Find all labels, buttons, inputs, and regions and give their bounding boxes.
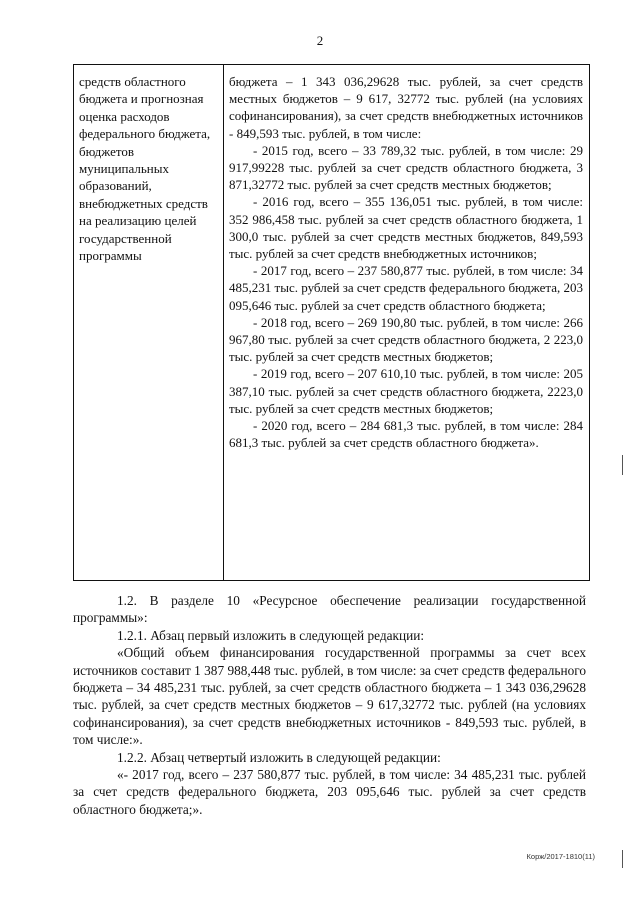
table-left-cell: средств областного бюджета и прогнозная оценка расходов федерального бюджета, бюджетов муниципальных образований, внебюджетных средств на реализацию целей государственной программы: [74, 65, 224, 580]
page-number: 2: [316, 33, 324, 48]
document-body: [73, 592, 586, 818]
amendment-1-2-2-text: «- 2017 год, всего – 237 580,877 тыс. рублей, в том числе: 34 485,231 тыс. рублей за счет средств федерального бюджета, 203 095,646 тыс. рублей за счет средств областного бюджета;».: [73, 767, 586, 817]
scan-edge-mark: [622, 850, 623, 868]
table-right-cell: [224, 65, 589, 580]
amendment-1-2-1-heading: 1.2.1. Абзац первый изложить в следующей редакции:: [117, 627, 425, 643]
section-heading: 1.2. В разделе 10 «Ресурсное обеспечение реализации государственной программы»:: [73, 593, 586, 626]
funding-intro: бюджета – 1 343 036,29628 тыс. рублей, за счет средств местных бюджетов – 9 617, 32772 тыс. рублей (на условиях софинансирования), за счет средств внебюджетных источников - 849,593 тыс. рублей, в том числе:: [229, 74, 583, 141]
scan-edge-mark: [622, 455, 623, 475]
funding-table: [73, 64, 590, 581]
amendment-1-2-1-text: «Общий объем финансирования государственной программы за счет всех источников составит 1 387 988,448 тыс. рублей, в том числе: за счет средств федерального бюджета – 34 485,231 тыс. рублей, за счет средств областного бюджета – 1 343 036,29628 тыс. рублей, за счет средств местных бюджетов – 9 617,32772 тыс. рублей (на условиях софинансирования), за счет средств внебюджетных источников - 849,593 тыс. рублей, в том числе:».: [73, 645, 586, 748]
year-2020-funding: - 2020 год, всего – 284 681,3 тыс. рублей, в том числе: 284 681,3 тыс. рублей за счет средств областного бюджета».: [229, 418, 583, 451]
year-2018-funding: - 2018 год, всего – 269 190,80 тыс. рублей, в том числе: 266 967,80 тыс. рублей за счет средств областного бюджета, 2 223,0 тыс. рублей за счет средств местных бюджетов;: [229, 314, 583, 365]
amendment-1-2-2-heading: 1.2.2. Абзац четвертый изложить в следующей редакции:: [117, 749, 441, 765]
document-code: Корж/2017-1810(11): [526, 852, 595, 861]
year-2017-funding: - 2017 год, всего – 237 580,877 тыс. рублей, в том числе: 34 485,231 тыс. рублей за счет средств федерального бюджета, 203 095,646 тыс. рублей за счет средств областного бюджета;: [229, 263, 583, 313]
year-2015-funding: - 2015 год, всего – 33 789,32 тыс. рублей, в том числе: 29 917,99228 тыс. рублей за счет средств областного бюджета, 3 871,32772 тыс. рублей за счет средств местных бюджетов;: [229, 142, 583, 193]
year-2019-funding: - 2019 год, всего – 207 610,10 тыс. рублей, в том числе: 205 387,10 тыс. рублей за счет средств областного бюджета, 2223,0 тыс. рублей за счет средств местных бюджетов;: [229, 366, 583, 416]
year-2016-funding: - 2016 год, всего – 355 136,051 тыс. рублей, в том числе: 352 986,458 тыс. рублей за счет средств областного бюджета, 1 300,0 тыс. рублей за счет средств местных бюджетов, 849,593 тыс. рублей за счет средств внебюджетных источников;: [229, 194, 583, 262]
